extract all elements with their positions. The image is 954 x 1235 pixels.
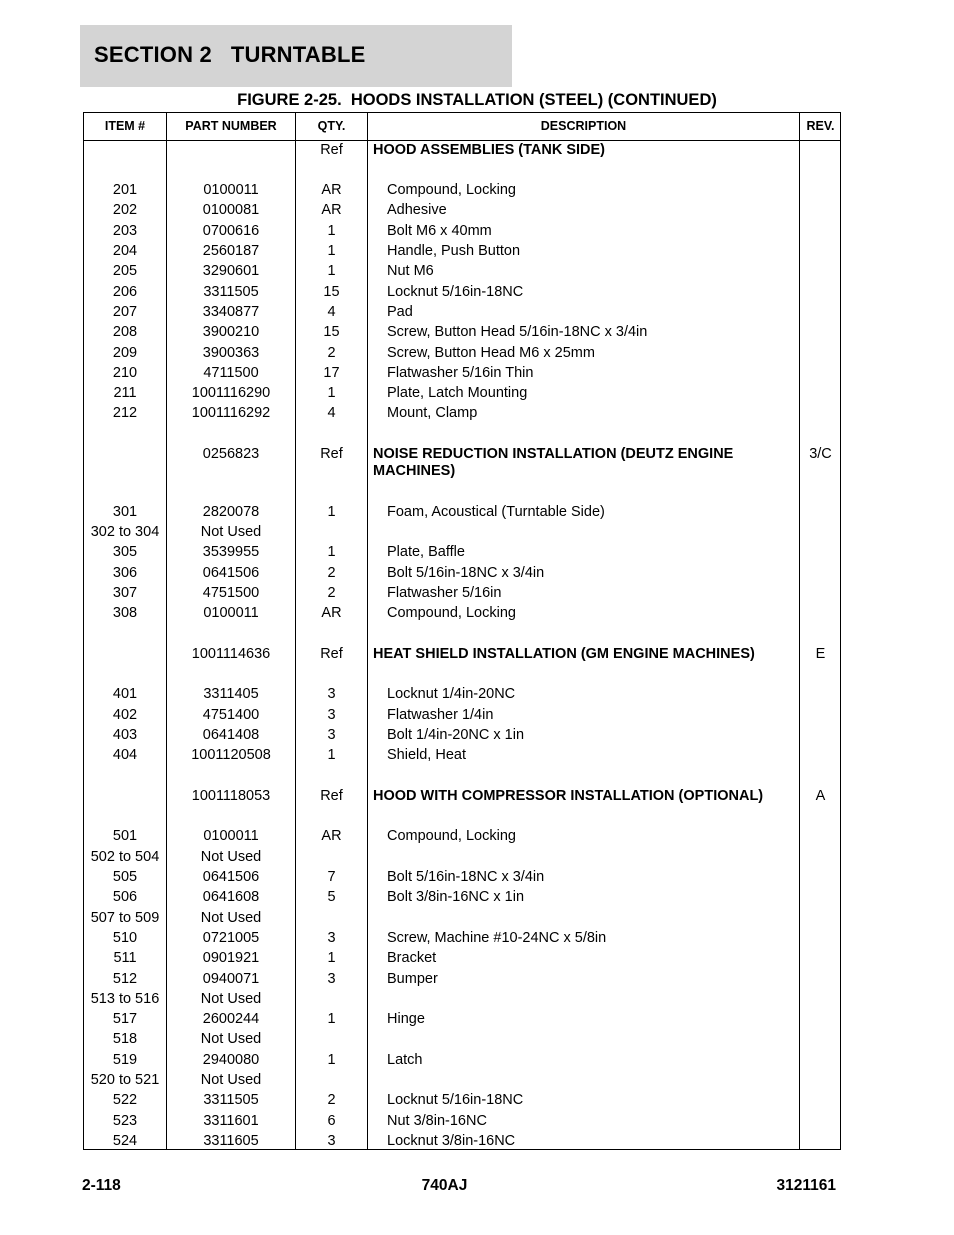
part-number: 1001118053 — [191, 787, 271, 804]
description: Screw, Button Head 5/16in-18NC x 3/4in — [387, 324, 648, 341]
description: Mount, Clamp — [387, 405, 478, 422]
item-number: 202 — [112, 202, 138, 219]
quantity: Ref — [320, 446, 343, 462]
item-number: 306 — [112, 564, 138, 581]
description: Nut M6 — [387, 263, 434, 280]
description: HOOD ASSEMBLIES (TANK SIDE) — [373, 141, 606, 158]
item-number: 501 — [112, 828, 138, 845]
item-number: 201 — [112, 182, 138, 199]
description: Flatwasher 5/16in Thin — [387, 364, 534, 381]
section-banner — [80, 25, 512, 87]
item-number: 502 to 504 — [90, 848, 160, 865]
quantity: 2 — [327, 1092, 336, 1109]
quantity: AR — [321, 202, 342, 219]
item-number: 518 — [112, 1031, 138, 1048]
part-number: 0641506 — [202, 564, 260, 581]
part-number: 1001116290 — [191, 385, 271, 402]
description: Nut 3/8in-16NC — [387, 1112, 487, 1129]
quantity: 1 — [327, 503, 336, 520]
quantity: 3 — [327, 686, 336, 703]
description: Compound, Locking — [387, 182, 516, 199]
description: Plate, Latch Mounting — [387, 385, 528, 402]
parts-table — [83, 112, 841, 1150]
description: Bumper — [387, 970, 438, 987]
document-number: 3121161 — [776, 1177, 836, 1194]
description: Locknut 3/8in-16NC — [387, 1132, 516, 1149]
description: Bolt 5/16in-18NC x 3/4in — [387, 564, 545, 581]
part-number: 3311605 — [203, 1132, 259, 1149]
part-number: 0100081 — [202, 202, 260, 219]
description: Flatwasher 1/4in — [387, 706, 494, 723]
item-number: 513 to 516 — [90, 990, 160, 1007]
description: Shield, Heat — [387, 747, 466, 764]
description: Bolt M6 x 40mm — [387, 222, 492, 239]
item-number: 302 to 304 — [90, 523, 160, 540]
quantity: 1 — [327, 950, 336, 967]
description: NOISE REDUCTION INSTALLATION (DEUTZ ENGINE MACHINES) — [373, 446, 734, 479]
description: HOOD WITH COMPRESSOR INSTALLATION (OPTIONAL) — [373, 787, 764, 804]
description: Bolt 3/8in-16NC x 1in — [387, 889, 525, 906]
item-number: 207 — [112, 303, 138, 320]
part-number: 4711500 — [203, 364, 259, 381]
item-number: 301 — [112, 503, 138, 520]
item-number: 401 — [112, 686, 138, 703]
item-number: 305 — [112, 544, 138, 561]
part-number: 0256823 — [202, 446, 260, 462]
quantity: 1 — [327, 544, 336, 561]
item-number: 511 — [113, 950, 137, 967]
item-number: 524 — [112, 1132, 138, 1149]
item-number: 517 — [112, 1011, 138, 1028]
quantity: 3 — [327, 929, 336, 946]
part-number: Not Used — [200, 1072, 262, 1088]
item-number: 205 — [112, 263, 138, 280]
quantity: AR — [321, 828, 342, 845]
part-number: 0940071 — [202, 970, 260, 987]
part-number: 0901921 — [202, 950, 260, 967]
part-number: Not Used — [200, 848, 262, 865]
item-number: 519 — [112, 1051, 138, 1068]
item-number: 404 — [112, 747, 138, 764]
quantity: 1 — [327, 263, 336, 280]
part-number: 0100011 — [203, 182, 259, 199]
part-number: 1001116292 — [191, 405, 271, 422]
item-number: 211 — [113, 385, 137, 402]
part-number: 2940080 — [202, 1051, 260, 1068]
part-number: 4751500 — [202, 584, 260, 601]
part-number: 1001120508 — [191, 747, 271, 764]
quantity: Ref — [320, 787, 343, 804]
item-number: 510 — [112, 929, 138, 946]
part-number: 3539955 — [202, 544, 260, 561]
part-number: 4751400 — [202, 706, 260, 723]
quantity: 2 — [327, 344, 336, 361]
header-rev: REV. — [806, 119, 835, 133]
part-number: 0641408 — [202, 726, 260, 743]
item-number: 522 — [112, 1092, 138, 1109]
item-number: 507 to 509 — [90, 909, 160, 926]
part-number: 3311505 — [203, 283, 259, 300]
header-qty: QTY. — [317, 119, 346, 133]
item-number: 212 — [112, 405, 138, 422]
revision: A — [815, 787, 826, 804]
part-number: 1001114636 — [191, 645, 271, 662]
quantity: 3 — [327, 706, 336, 723]
part-number: Not Used — [200, 1031, 262, 1048]
quantity: 5 — [327, 889, 336, 906]
item-number: 403 — [112, 726, 138, 743]
description: Flatwasher 5/16in — [387, 584, 502, 601]
part-number: 3311601 — [203, 1112, 259, 1129]
item-number: 208 — [112, 324, 138, 341]
item-number: 402 — [112, 706, 138, 723]
description: Pad — [387, 303, 413, 320]
part-number: 0721005 — [202, 929, 260, 946]
part-number: 3311405 — [203, 686, 259, 703]
description: Adhesive — [387, 202, 447, 219]
quantity: 1 — [327, 747, 336, 764]
part-number: 3340877 — [202, 303, 260, 320]
quantity: 4 — [327, 303, 336, 320]
column-divider — [799, 113, 800, 1149]
revision: E — [815, 645, 826, 662]
item-number: 206 — [112, 283, 138, 300]
description: Locknut 5/16in-18NC — [387, 1092, 524, 1109]
part-number: 0641506 — [202, 869, 260, 885]
quantity: Ref — [320, 645, 343, 662]
item-number: 512 — [112, 970, 138, 987]
description: Compound, Locking — [387, 605, 516, 622]
part-number: 0641608 — [202, 889, 260, 906]
part-number: Not Used — [200, 909, 262, 926]
quantity: 1 — [327, 1051, 336, 1068]
quantity: Ref — [320, 141, 343, 158]
header-part-number: PART NUMBER — [185, 119, 277, 133]
item-number: 520 to 521 — [90, 1072, 160, 1088]
revision: 3/C — [809, 446, 832, 462]
description: HEAT SHIELD INSTALLATION (GM ENGINE MACHINES) — [373, 645, 755, 662]
item-number: 523 — [112, 1112, 138, 1129]
quantity: AR — [321, 182, 342, 199]
item-number: 204 — [112, 243, 138, 259]
part-number: 2600244 — [202, 1011, 260, 1028]
description: Screw, Button Head M6 x 25mm — [387, 344, 595, 361]
description: Screw, Machine #10-24NC x 5/8in — [387, 929, 607, 946]
part-number: 0100011 — [203, 828, 259, 845]
part-number: 2820078 — [202, 503, 260, 520]
quantity: 2 — [327, 564, 336, 581]
column-divider — [367, 113, 368, 1149]
quantity: AR — [321, 605, 342, 622]
description: Locknut 5/16in-18NC — [387, 283, 524, 300]
description: Bolt 1/4in-20NC x 1in — [387, 726, 525, 743]
quantity: 6 — [327, 1112, 336, 1129]
quantity: 3 — [327, 970, 336, 987]
description: Foam, Acoustical (Turntable Side) — [387, 503, 605, 520]
part-number: 2560187 — [202, 243, 260, 259]
quantity: 1 — [327, 385, 336, 402]
part-number: 0700616 — [202, 222, 260, 239]
description: Locknut 1/4in-20NC — [387, 686, 516, 703]
quantity: 15 — [323, 283, 340, 300]
quantity: 2 — [327, 584, 336, 601]
item-number: 209 — [112, 344, 138, 361]
quantity: 4 — [327, 405, 336, 422]
header-item: ITEM # — [104, 119, 146, 133]
description: Hinge — [387, 1011, 425, 1028]
part-number: Not Used — [200, 523, 262, 540]
item-number: 506 — [112, 889, 138, 906]
part-number: 0100011 — [203, 605, 259, 622]
item-number: 308 — [112, 605, 138, 622]
figure-title: FIGURE 2-25. HOODS INSTALLATION (STEEL) (CONTINUED) — [237, 91, 717, 109]
quantity: 3 — [327, 726, 336, 743]
part-number: 3900363 — [202, 344, 260, 361]
part-number: 3311505 — [203, 1092, 259, 1109]
model-name: 740AJ — [421, 1177, 468, 1194]
item-number: 307 — [112, 584, 138, 601]
quantity: 1 — [327, 1011, 336, 1028]
description: Latch — [387, 1051, 423, 1068]
description: Compound, Locking — [387, 828, 516, 845]
quantity: 17 — [323, 364, 340, 381]
quantity: 1 — [327, 222, 336, 239]
item-number: 210 — [112, 364, 138, 381]
part-number: 3290601 — [202, 263, 260, 280]
description: Plate, Baffle — [387, 544, 465, 561]
quantity: 3 — [327, 1132, 336, 1149]
quantity: 1 — [327, 243, 336, 259]
item-number: 505 — [112, 869, 138, 885]
header-description: DESCRIPTION — [540, 119, 627, 133]
quantity: 7 — [327, 869, 336, 885]
section-title: SECTION 2 TURNTABLE — [94, 42, 366, 67]
item-number: 203 — [112, 222, 138, 239]
description: Handle, Push Button — [387, 243, 521, 259]
description: Bracket — [387, 950, 437, 967]
description: Bolt 5/16in-18NC x 3/4in — [387, 869, 545, 885]
page-number: 2-118 — [82, 1177, 121, 1194]
part-number: 3900210 — [202, 324, 260, 341]
quantity: 15 — [323, 324, 340, 341]
part-number: Not Used — [200, 990, 262, 1007]
